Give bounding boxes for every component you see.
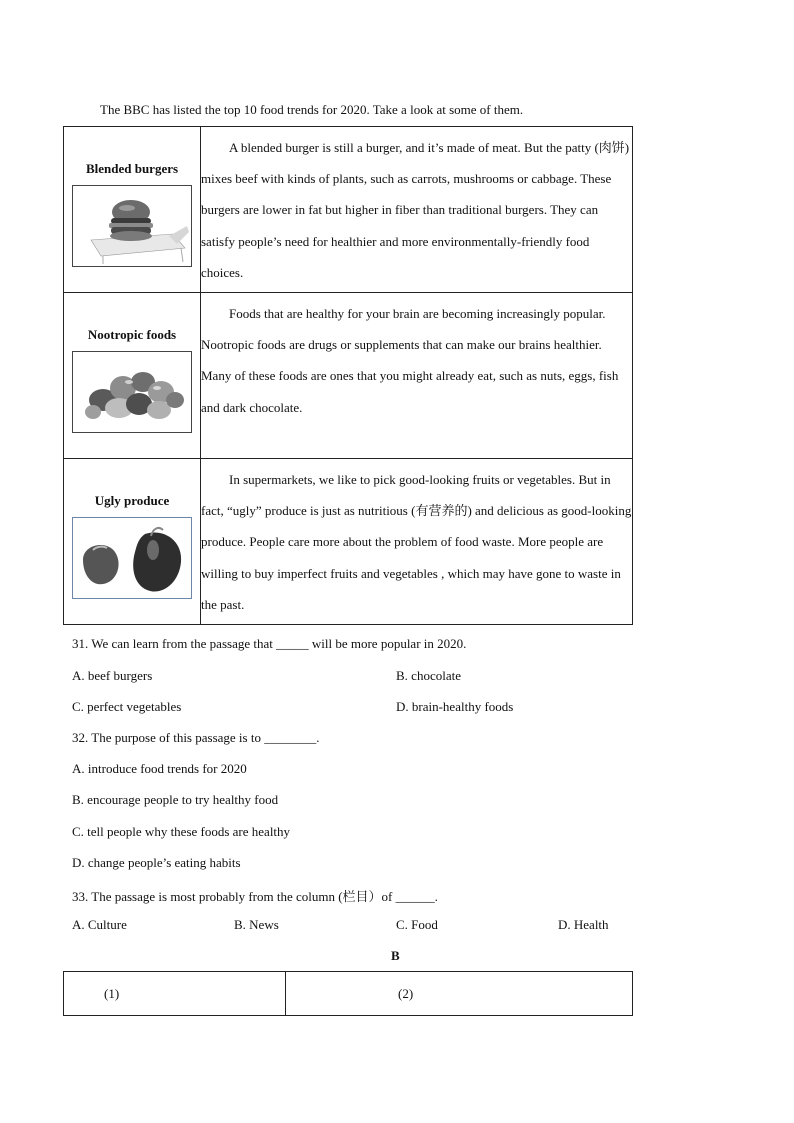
question-32-option-b[interactable]: B. encourage people to try healthy food bbox=[72, 792, 279, 807]
section-b-heading: B bbox=[391, 948, 400, 963]
section-b-cell-2: (2) bbox=[286, 972, 633, 1016]
question-31: 31. We can learn from the passage that _____ will be more popular in 2020. bbox=[72, 636, 467, 651]
trend-description-cell bbox=[201, 293, 633, 459]
food-trends-table bbox=[63, 126, 633, 625]
vegetables-image bbox=[72, 517, 192, 599]
question-31-option-b[interactable]: B. chocolate bbox=[396, 668, 461, 683]
question-33-option-a[interactable]: A. Culture bbox=[72, 917, 127, 932]
intro-text: The BBC has listed the top 10 food trends for 2020. Take a look at some of them. bbox=[100, 102, 524, 117]
question-33-option-c[interactable]: C. Food bbox=[396, 917, 438, 932]
burger-image bbox=[72, 185, 192, 267]
question-33: 33. The passage is most probably from the column (栏目）of ______. bbox=[72, 889, 438, 904]
question-33-option-d[interactable]: D. Health bbox=[558, 917, 609, 932]
question-32-option-a[interactable]: A. introduce food trends for 2020 bbox=[72, 761, 247, 776]
trend-description: A blended burger is still a burger, and it’s made of meat. But the patty (肉饼) mixes beef with kinds of plants, such as carrots, mushrooms or cabbage. These burgers are lower in fat but higher in fiber than traditional burgers. They can satisfy people’s need for healthier and more environmentally-friendly food choices. bbox=[201, 140, 630, 280]
trend-description-cell bbox=[201, 459, 633, 625]
section-b-cell-1: (1) bbox=[64, 972, 286, 1016]
trend-description-cell bbox=[201, 127, 633, 293]
trend-label-cell bbox=[64, 127, 201, 293]
trend-row bbox=[64, 293, 633, 459]
question-32: 32. The purpose of this passage is to ________. bbox=[72, 730, 320, 745]
question-31-option-a[interactable]: A. beef burgers bbox=[72, 668, 153, 683]
question-31-option-c[interactable]: C. perfect vegetables bbox=[72, 699, 182, 714]
question-33-option-b[interactable]: B. News bbox=[234, 917, 279, 932]
trend-row bbox=[64, 459, 633, 625]
question-32-option-c[interactable]: C. tell people why these foods are healthy bbox=[72, 824, 291, 839]
trend-title: Nootropic foods bbox=[87, 327, 177, 342]
section-b-table bbox=[63, 971, 633, 1016]
section-b-row bbox=[64, 972, 633, 1016]
nuts-image bbox=[72, 351, 192, 433]
trend-label-cell bbox=[64, 459, 201, 625]
trend-description: Foods that are healthy for your brain are becoming increasingly popular. Nootropic foods are drugs or supplements that can make our brains healthier. Many of these foods are ones that you might already eat, such as nuts, eggs, fish and dark chocolate. bbox=[201, 306, 619, 415]
question-32-option-d[interactable]: D. change people’s eating habits bbox=[72, 855, 241, 870]
trend-title: Blended burgers bbox=[85, 161, 179, 176]
trend-row bbox=[64, 127, 633, 293]
question-31-option-d[interactable]: D. brain-healthy foods bbox=[396, 699, 514, 714]
trend-description: In supermarkets, we like to pick good-looking fruits or vegetables. But in fact, “ugly” produce is just as nutritious (有营养的) and delicious as good-looking produce. People care more about the problem of food waste. More people are willing to buy imperfect fruits and vegetables , which may have gone to waste in the past. bbox=[201, 472, 632, 612]
trend-title: Ugly produce bbox=[94, 493, 170, 508]
trend-label-cell bbox=[64, 293, 201, 459]
